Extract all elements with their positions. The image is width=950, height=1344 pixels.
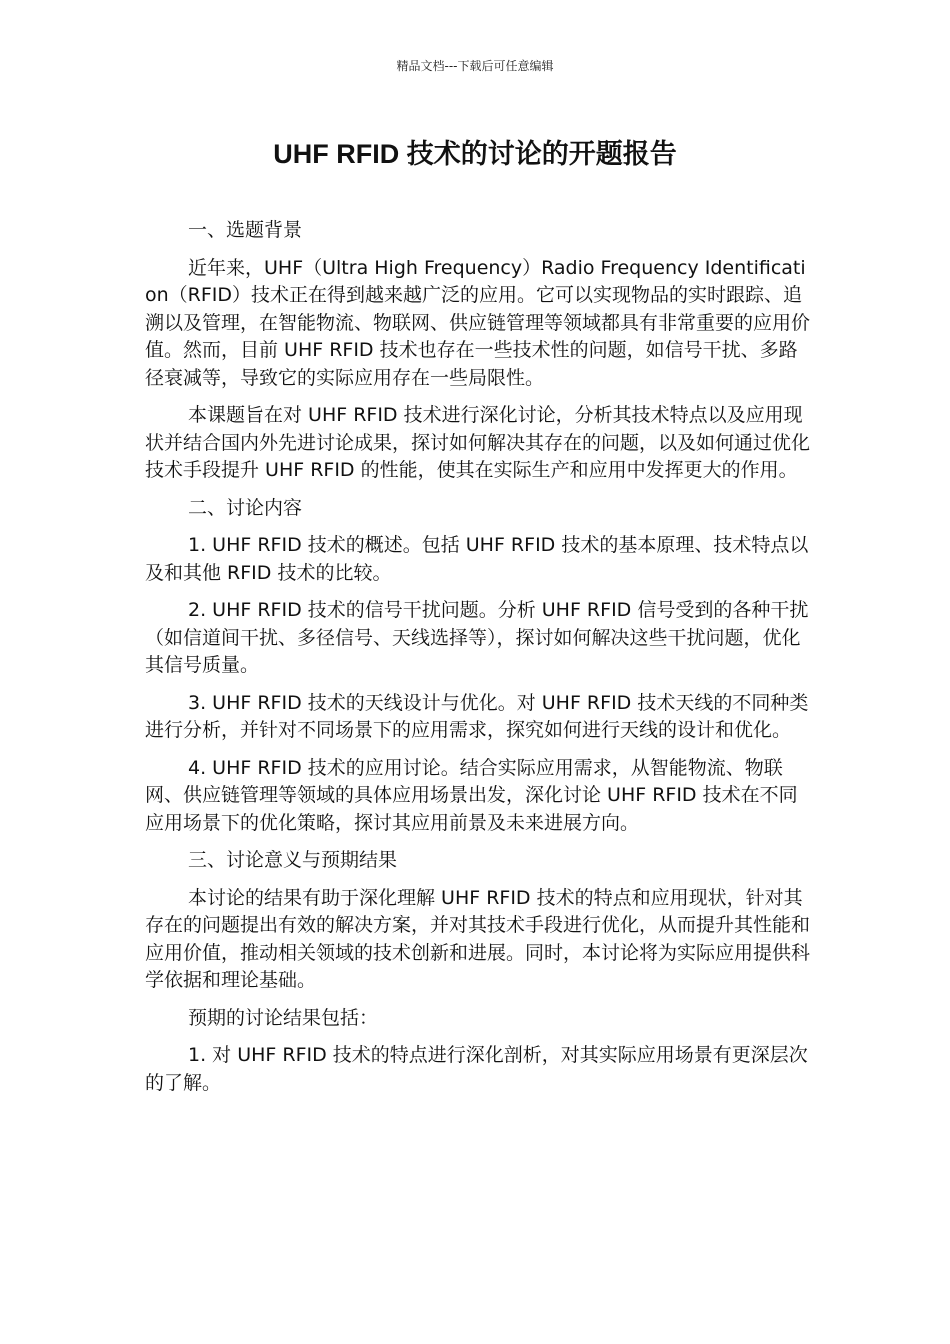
document-body <box>145 217 813 1107</box>
expected-result-item-1: 1. 对 UHF RFID 技术的特点进行深化剖析，对其实际应用场景有更深层次的了解。 <box>145 1044 808 1094</box>
content-item-3: 3. UHF RFID 技术的天线设计与优化。对 UHF RFID 技术天线的不同种类进行分析，并针对不同场景下的应用需求，探究如何进行天线的设计和优化。 <box>145 691 809 741</box>
section-heading-significance: 三、讨论意义与预期结果 <box>188 849 398 871</box>
section-heading-content: 二、讨论内容 <box>188 496 303 519</box>
content-item-4: 4. UHF RFID 技术的应用讨论。结合实际应用需求，从智能物流、物联网、供应链管理等领域的具体应用场景出发，深化讨论 UHF RFID 技术在不同应用场景下的优化策略，探讨其应用前景及未来进展方向。 <box>145 756 798 834</box>
page-header: 精品文档---下载后可任意编辑 <box>396 59 554 73</box>
paragraph-significance-1: 本讨论的结果有助于深化理解 UHF RFID 技术的特点和应用现状，针对其存在的问题提出有效的解决方案，并对其技术手段进行优化，从而提升其性能和应用价值，推动相关领域的技术创新和进展。同时，本讨论将为实际应用提供科学依据和理论基础。 <box>145 886 811 991</box>
paragraph-significance-2: 预期的讨论结果包括： <box>188 1006 379 1029</box>
content-item-1: 1. UHF RFID 技术的概述。包括 UHF RFID 技术的基本原理、技术特点以及和其他 RFID 技术的比较。 <box>145 534 809 584</box>
paragraph-background-2: 本课题旨在对 UHF RFID 技术进行深化讨论，分析其技术特点以及应用现状并结合国内外先进讨论成果，探讨如何解决其存在的问题，以及如何通过优化技术手段提升 UHF RFID 的性能，使其在实际生产和应用中发挥更大的作用。 <box>145 404 811 481</box>
paragraph-background-1: 近年来，UHF（Ultra High Frequency）Radio Frequency Identification（RFID）技术正在得到越来越广泛的应用。它可以实现物品的实时跟踪、追溯以及管理，在智能物流、物联网、供应链管理等领域都具有非常重要的应用价值。然而，目前 UHF RFID 技术也存在一些技术性的问题，如信号干扰、多路径衰减等，导致它的实际应用存在一些局限性。 <box>145 256 811 389</box>
section-heading-background: 一、选题背景 <box>188 219 303 241</box>
content-item-2: 2. UHF RFID 技术的信号干扰问题。分析 UHF RFID 信号受到的各种干扰（如信道间干扰、多径信号、天线选择等），探讨如何解决这些干扰问题，优化其信号质量。 <box>145 599 809 676</box>
document-title: UHF RFID 技术的讨论的开题报告 <box>273 139 677 169</box>
